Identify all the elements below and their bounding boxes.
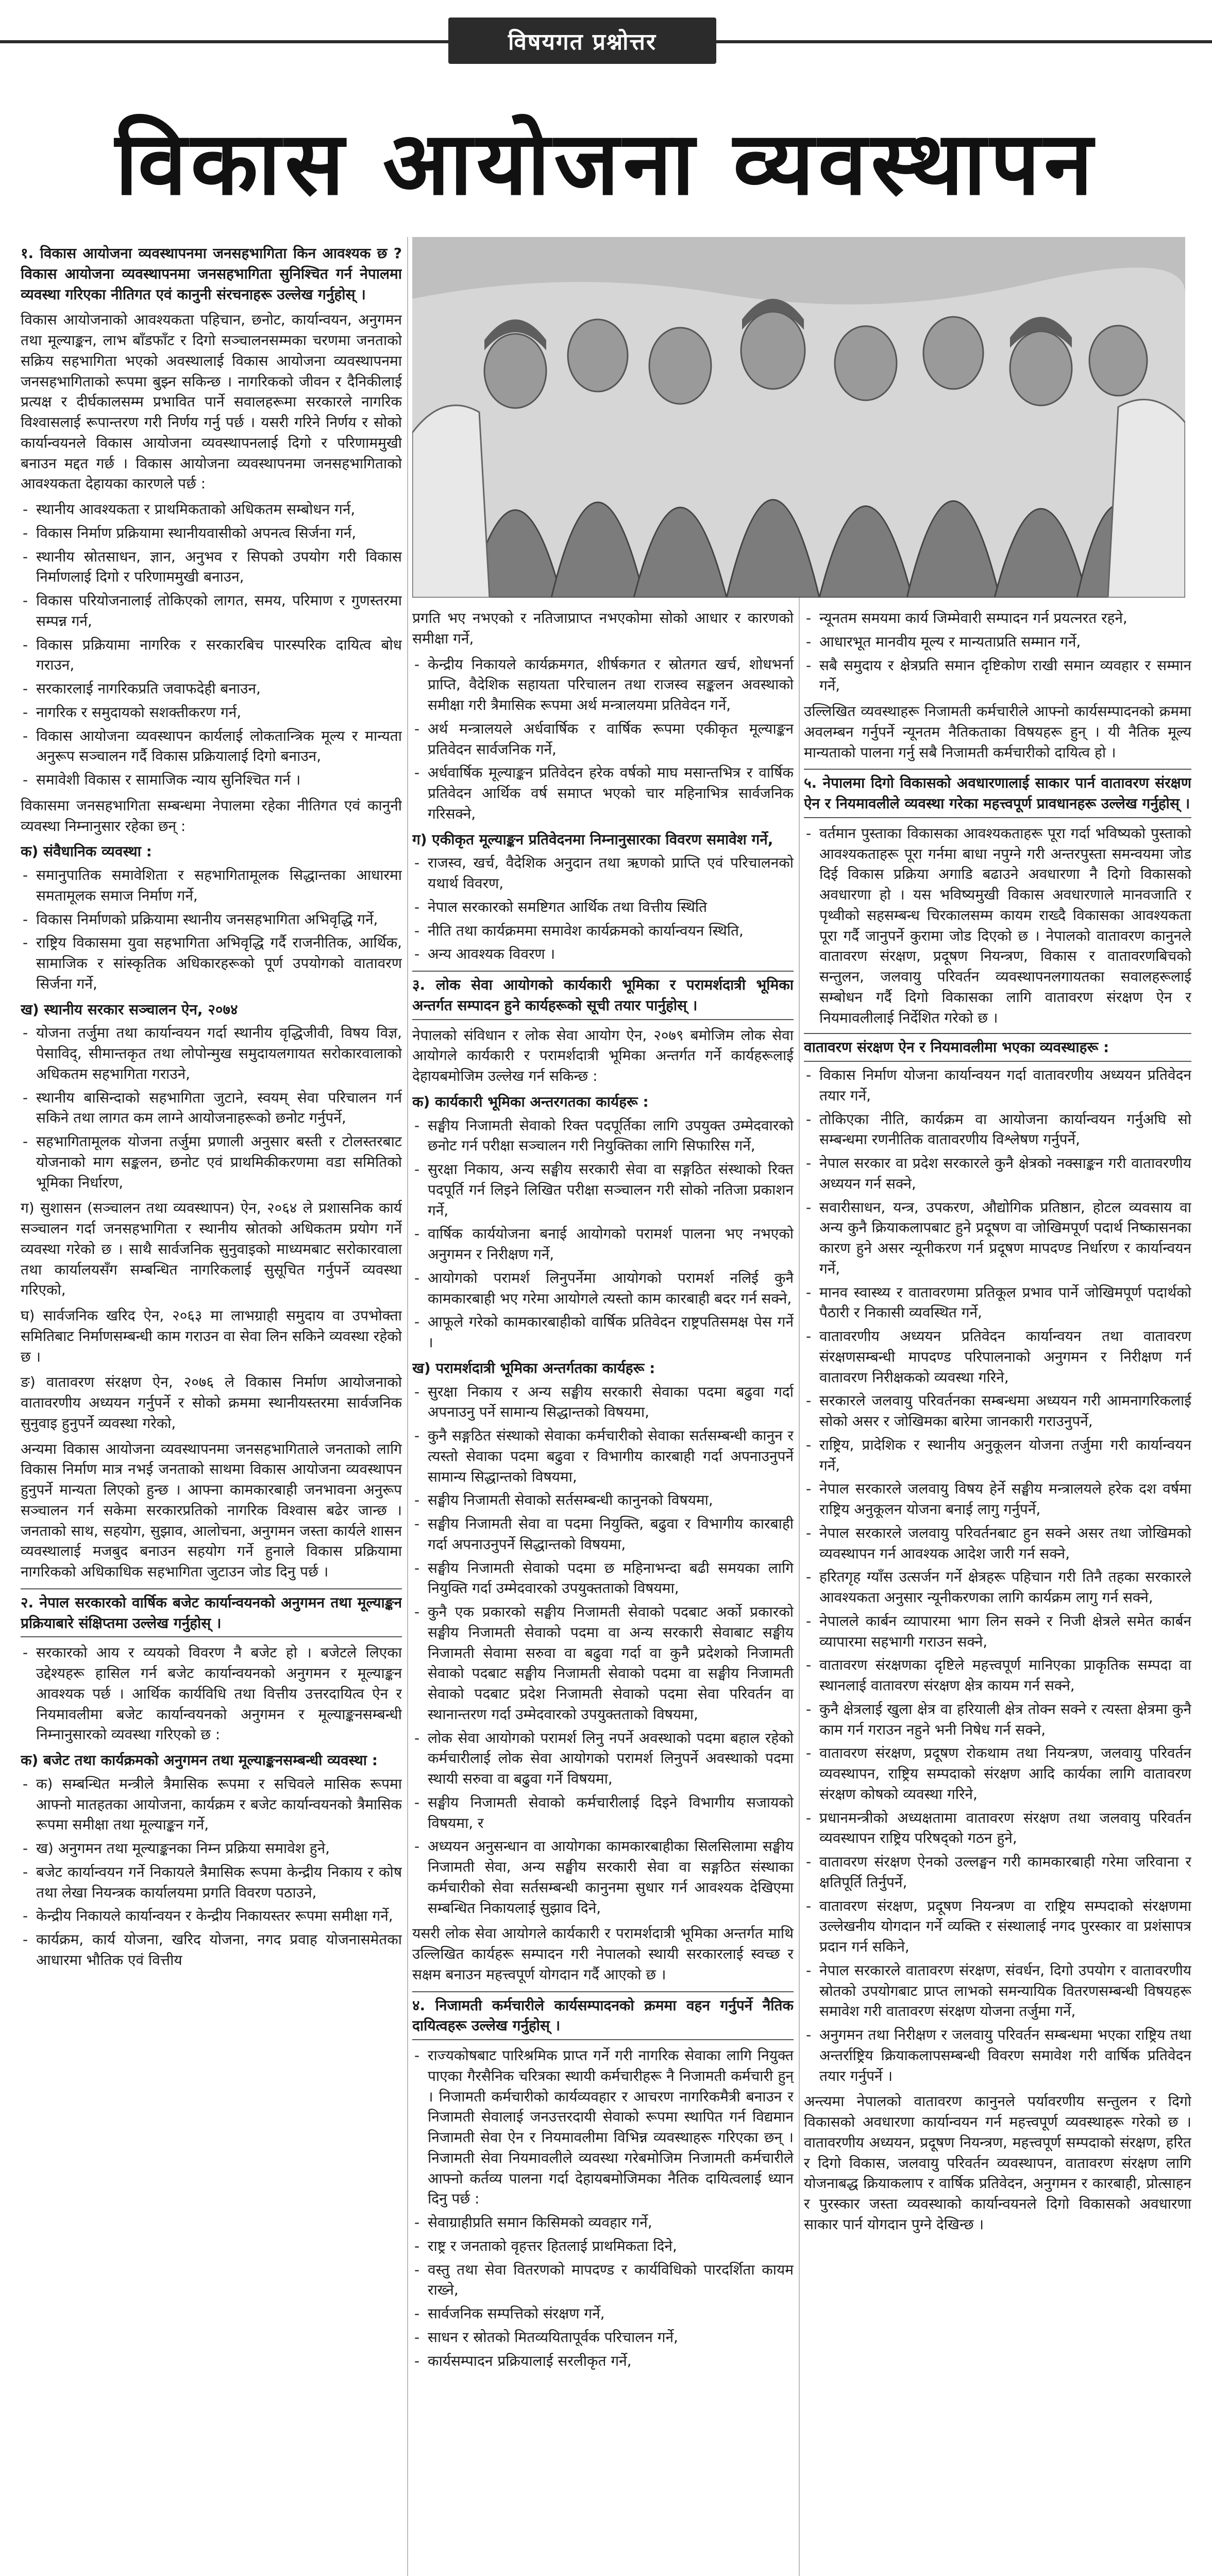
paragraph: नेपालको संविधान र लोक सेवा आयोग ऐन, २०७९ बमोजिम लोक सेवा आयोगले कार्यकारी र परामर्शदात्री भूमिका अन्तर्गत गर्ने कार्यहरूलाई देहायबमोजिम उल्लेख गर्न सकिन्छ :	[412, 1026, 794, 1084]
list	[21, 865, 402, 994]
list-item: - वातावरण संरक्षण, प्रदूषण नियन्त्रण वा राष्ट्रिय सम्पदाको संरक्षणमा उल्लेखनीय योगदान गर्ने व्यक्ति र संस्थालाई नगद पुरस्कार वा प्रशंसापत्र प्रदान गर्न सकिने,	[804, 1896, 1191, 1957]
list-item: - नेपाल सरकारले वातावरण संरक्षण, संवर्धन, दिगो उपयोग र वातावरणीय स्रोतको उपयोगबाट प्राप्त लाभको समन्यायिक वितरणसम्बन्धी विषयहरू समावेश गरी वातावरण संरक्षण योजना तर्जुमा गर्ने,	[804, 1960, 1191, 2022]
list-item: - सरकारले जलवायु परिवर्तनका सम्बन्धमा अध्ययन गरी आमनागरिकलाई सोको असर र जोखिमका बारेमा जानकारी गराउनुपर्ने,	[804, 1391, 1191, 1432]
paragraph: ग) सुशासन (सञ्चालन तथा व्यवस्थापन) ऐन, २०६४ ले प्रशासनिक कार्य सञ्चालन गर्दा जनसहभागिता र स्थानीय स्रोतको अधिकतम प्रयोग गर्ने व्यवस्था गरेको छ । साथै सार्वजनिक सुनुवाइको माध्यमबाट सरोकारवाला तथा कार्यालयसँग सम्बन्धित नागरिकलाई सुसूचित गर्नुपर्ने व्यवस्था गरिएको,	[21, 1199, 402, 1299]
list-item: - केन्द्रीय निकायले कार्यान्वयन र केन्द्रीय निकायस्तर रूपमा समीक्षा गर्ने,	[21, 1906, 402, 1926]
list	[412, 1115, 794, 1353]
list-item: - सङ्घीय निजामती सेवाको पदमा छ महिनाभन्दा बढी समयका लागि नियुक्ति गर्दा उम्मेदवारको उपयुक्तताको विषयमा,	[412, 1558, 794, 1599]
question-4: ४. निजामती कर्मचारीले कार्यसम्पादनको क्रममा वहन गर्नुपर्ने नैतिक दायित्वहरू उल्लेख गर्नुहोस् ।	[412, 1991, 794, 2041]
list-item: - अध्ययन अनुसन्धान वा आयोगका कामकारबाहीका सिलसिलामा सङ्घीय निजामती सेवा, अन्य सङ्घीय सरकारी सेवा वा सङ्गठित संस्थाका कर्मचारीको सेवा सर्तसम्बन्धी कानुनमा सुधार गर्न आवश्यक देखिएमा सम्बन्धित निकायलाई सुझाव दिने,	[412, 1836, 794, 1918]
list-item: - आफूले गरेको कामकारबाहीको वार्षिक प्रतिवेदन राष्ट्रपतिसमक्ष पेस गर्ने ।	[412, 1312, 794, 1353]
list-item: - बजेट कार्यान्वयन गर्ने निकायले त्रैमासिक रूपमा केन्द्रीय निकाय र कोष तथा लेखा नियन्त्रक कार्यालयमा प्रगति विवरण पठाउने,	[21, 1862, 402, 1903]
list-item: - नेपाल सरकारको समष्टिगत आर्थिक तथा वित्तीय स्थिति	[412, 897, 794, 918]
section-tag: विषयगत प्रश्नोत्तर	[448, 18, 716, 64]
list	[804, 608, 1191, 696]
subheading: ख) परामर्शदात्री भूमिका अन्तर्गतका कार्यहरू :	[412, 1359, 655, 1377]
list-item: - विकास आयोजना व्यवस्थापन कार्यलाई लोकतान्त्रिक मूल्य र मान्यता अनुरूप सञ्चालन गर्दै विकास प्रक्रियालाई दिगो बनाउन,	[21, 726, 402, 767]
paragraph: अन्यमा विकास आयोजना व्यवस्थापनमा जनसहभागिताले जनताको लागि विकास निर्माण मात्र नभई जनताको साथमा विकास आयोजना व्यवस्थापन हुनुपर्ने मान्यता लिएको हुन्छ । आफ्ना कामकारबाही जनभावना अनुरूप सञ्चालन गर्न सकेमा सरकारप्रतिको नागरिक विश्वास बढेर जान्छ । जनताको साथ, सहयोग, सुझाव, आलोचना, अनुगमन जस्ता कार्यले शासन व्यवस्थालाई मजबुद बनाउन सहयोग गर्ने हुनाले विकास प्रक्रियामा नागरिकको अधिकाधिक सहभागिता जुटाउन जोड दिनु पर्छ ।	[21, 1440, 402, 1580]
list-item: - कार्यक्रम, कार्य योजना, खरिद योजना, नगद प्रवाह योजनासमेतका आधारमा भौतिक एवं वित्तीय	[21, 1929, 402, 1971]
list-item: - सार्वजनिक सम्पत्तिको संरक्षण गर्ने,	[412, 2303, 794, 2324]
list-item: - सुरक्षा निकाय, अन्य सङ्घीय सरकारी सेवा वा सङ्गठित संस्थाको रिक्त पदपूर्ति गर्न लिइने लिखित परीक्षा सञ्चालन गरी सोको नतिजा प्रकाशन गर्ने,	[412, 1159, 794, 1221]
list-item: - विकास निर्माण प्रक्रियामा स्थानीयवासीको अपनत्व सिर्जना गर्न,	[21, 523, 402, 544]
list	[412, 654, 794, 824]
column-2	[412, 608, 794, 2576]
list-item: - न्यूनतम समयमा कार्य जिम्मेवारी सम्पादन गर्न प्रयत्नरत रहने,	[804, 608, 1191, 629]
question-1: १. विकास आयोजना व्यवस्थापनमा जनसहभागिता किन आवश्यक छ ? विकास आयोजना व्यवस्थापनमा जनसहभागिता सुनिश्चित गर्न नेपालमा व्यवस्था गरिएका नीतिगत एवं कानुनी संरचनाहरू उल्लेख गर्नुहोस् ।	[21, 245, 402, 303]
list-item: - स्थानीय आवश्यकता र प्राथमिकताको अधिकतम सम्बोधन गर्न,	[21, 499, 402, 520]
list-item: - समानुपातिक समावेशिता र सहभागितामूलक सिद्धान्तका आधारमा समतामूलक समाज निर्माण गर्ने,	[21, 865, 402, 906]
list-item: - राष्ट्रिय, प्रादेशिक र स्थानीय अनुकूलन योजना तर्जुमा गरी कार्यान्वयन गर्ने,	[804, 1435, 1191, 1476]
list-item: - सरकारलाई नागरिकप्रति जवाफदेही बनाउन,	[21, 679, 402, 699]
list-item: - अर्धवार्षिक मूल्याङ्कन प्रतिवेदन हरेक वर्षको माघ मसान्तभित्र र वार्षिक प्रतिवेदन आर्थिक वर्ष समाप्त भएको चार महिनाभित्र सार्वजनिक गरिसक्ने,	[412, 762, 794, 824]
list-item: - सङ्घीय निजामती सेवाको कर्मचारीलाई दिइने विभागीय सजायको विषयमा, र	[412, 1792, 794, 1834]
list	[412, 1382, 794, 1919]
list-item: - नीति तथा कार्यक्रममा समावेश कार्यक्रमको कार्यान्वयन स्थिति,	[412, 921, 794, 941]
list	[412, 853, 794, 964]
list	[21, 1023, 402, 1193]
list-item: - क) सम्बन्धित मन्त्रीले त्रैमासिक रूपमा र सचिवले मासिक रूपमा आफ्नो मातहतका आयोजना, कार्यक्रम र बजेट कार्यान्वयनको त्रैमासिक रूपमा समीक्षा तथा मूल्याङ्कन गर्ने,	[21, 1774, 402, 1835]
list-item: - समावेशी विकास र सामाजिक न्याय सुनिश्चित गर्न ।	[21, 770, 402, 790]
list-item: - लोक सेवा आयोगको परामर्श लिनु नपर्ने अवस्थाको पदमा बहाल रहेको कर्मचारीलाई लोक सेवा आयोगको परामर्श लिनुपर्ने अवस्थाको पदमा स्थायी सरुवा वा बढुवा गर्ने विषयमा,	[412, 1728, 794, 1789]
paragraph: यसरी लोक सेवा आयोगले कार्यकारी र परामर्शदात्री भूमिका अन्तर्गत माथि उल्लिखित कार्यहरू सम्पादन गरी नेपालको स्थायी सरकारलाई स्वच्छ र सक्षम बनाउन महत्त्वपूर्ण योगदान गर्दै आएको छ ।	[412, 1925, 794, 1983]
list-item: - सहभागितामूलक योजना तर्जुमा प्रणाली अनुसार बस्ती र टोलस्तरबाट योजनाको माग सङ्कलन, छनोट एवं प्राथमिकीकरणमा वडा समितिको भूमिका निर्धारण,	[21, 1131, 402, 1193]
list-item: - वार्षिक कार्ययोजना बनाई आयोगको परामर्श पालना भए नभएको अनुगमन र निरीक्षण गर्ने,	[412, 1224, 794, 1265]
paragraph: घ) सार्वजनिक खरिद ऐन, २०६३ मा लाभग्राही समुदाय वा उपभोक्ता समितिबाट निर्माणसम्बन्धी काम गराउन वा सेवा लिन सकिने व्यवस्था रहेको छ ।	[21, 1307, 402, 1365]
column-divider	[407, 237, 408, 2576]
list-item: - वातावरण संरक्षण, प्रदूषण रोकथाम तथा नियन्त्रण, जलवायु परिवर्तन व्यवस्थापन, राष्ट्रिय सम्पदाको संरक्षण आदि कार्यका लागि वातावरण संरक्षण कोषको व्यवस्था गरिने,	[804, 1743, 1191, 1804]
list-item: - नागरिक र समुदायको सशक्तीकरण गर्न,	[21, 702, 402, 723]
subheading: वातावरण संरक्षण ऐन र नियमावलीमा भएका व्यवस्थाहरू :	[804, 1033, 1191, 1062]
list-item: - सरकारको आय र व्ययको विवरण नै बजेट हो । बजेटले लिएका उद्देश्यहरू हासिल गर्न बजेट कार्यान्वयनको अनुगमन र मूल्याङ्कन आवश्यक पर्छ । आर्थिक कार्यविधि तथा वित्तीय उत्तरदायित्व ऐन र नियमावलीमा बजेट कार्यान्वयनको अनुगमन र मूल्याङ्कनसम्बन्धी निम्नानुसारको व्यवस्था गरिएको छ :	[21, 1642, 402, 1745]
list-item: - सुरक्षा निकाय र अन्य सङ्घीय सरकारी सेवाका पदमा बढुवा गर्दा अपनाउनु पर्ने सामान्य सिद्धान्तको विषयमा,	[412, 1382, 794, 1423]
list-item: - अनुगमन तथा निरीक्षण र जलवायु परिवर्तन सम्बन्धमा भएका राष्ट्रिय तथा अन्तर्राष्ट्रिय क्रियाकलापसम्बन्धी विवरण समावेश गरी वार्षिक प्रतिवेदन तयार गर्नुपर्ने ।	[804, 2025, 1191, 2086]
list-item: - अर्थ मन्त्रालयले अर्धवार्षिक र वार्षिक रूपमा एकीकृत मूल्याङ्कन प्रतिवेदन सार्वजनिक गर्ने,	[412, 719, 794, 760]
subheading: क) संवैधानिक व्यवस्था :	[21, 843, 152, 860]
list	[412, 2045, 794, 2371]
list-item: - सेवाग्राहीप्रति समान किसिमको व्यवहार गर्ने,	[412, 2212, 794, 2233]
list-item: - आयोगको परामर्श लिनुपर्नेमा आयोगको परामर्श नलिई कुनै कामकारबाही भए गरेमा आयोगले त्यस्तो काम कारबाही बदर गर्न सक्ने,	[412, 1268, 794, 1309]
list-item: - आधारभूत मानवीय मूल्य र मान्यताप्रति सम्मान गर्ने,	[804, 632, 1191, 652]
list-item: - केन्द्रीय निकायले कार्यक्रमगत, शीर्षकगत र स्रोतगत खर्च, शोधभर्ना प्राप्ति, वैदेशिक सहायता परिचालन तथा राजस्व सङ्कलन अवस्थाको समीक्षा गरी त्रैमासिक रूपमा अर्थ मन्त्रालयमा प्रतिवेदन गर्ने,	[412, 654, 794, 716]
list-item: - सङ्घीय निजामती सेवाको सर्तसम्बन्धी कानुनको विषयमा,	[412, 1490, 794, 1511]
paragraph: विकास आयोजनाको आवश्यकता पहिचान, छनोट, कार्यान्वयन, अनुगमन तथा मूल्याङ्कन, लाभ बाँडफाँट र दिगो सञ्चालनसम्मका चरणमा जनताको सक्रिय सहभागिता भएको अवस्थालाई विकास आयोजना व्यवस्थापनमा जनसहभागिताको रूपमा बुझ्न सकिन्छ । नागरिकको जीवन र दैनिकीलाई प्रत्यक्ष र दीर्घकालसम्म प्रभावित पार्ने सवालहरूमा सरकारले नागरिक विश्वासलाई रूपान्तरण गरी निर्णय गर्नु पर्छ । यसरी गरिने निर्णय र सोको कार्यान्वयनले विकास आयोजना व्यवस्थापनलाई दिगो र परिणाममुखी बनाउन मद्दत गर्छ । विकास आयोजना व्यवस्थापनमा जनसहभागिताको आवश्यकता देहायका कारणले पर्छ :	[21, 311, 402, 493]
list-item: - सङ्घीय निजामती सेवा वा पदमा नियुक्ति, बढुवा र विभागीय कारबाही गर्दा अपनाउनुपर्ने सिद्धान्तको विषयमा,	[412, 1514, 794, 1555]
list-item: - राष्ट्र र जनताको वृहत्तर हितलाई प्राथमिकता दिने,	[412, 2236, 794, 2257]
column-1	[21, 237, 402, 2576]
list-item: - साधन र स्रोतको मितव्ययितापूर्वक परिचालन गर्ने,	[412, 2327, 794, 2348]
list-item: - सवारीसाधन, यन्त्र, उपकरण, औद्योगिक प्रतिष्ठान, होटल व्यवसाय वा अन्य कुनै क्रियाकलापबाट हुने प्रदूषण वा जोखिमपूर्ण पदार्थ निष्कासनका कारण हुने असर न्यूनीकरण गर्न प्रदूषण मापदण्ड निर्धारण र कार्यान्वयन गर्ने,	[804, 1197, 1191, 1279]
article-title: विकास आयोजना व्यवस्थापन	[115, 113, 1097, 215]
list-item: - अन्य आवश्यक विवरण ।	[412, 944, 794, 964]
crowd-illustration-svg	[412, 237, 1185, 598]
list-item: - राज्यकोषबाट पारिश्रमिक प्राप्त गर्ने गरी नागरिक सेवाका लागि नियुक्त पाएका गैरसैनिक चरित्रका स्थायी कर्मचारीहरू नै निजामती कर्मचारी हुन् । निजामती कर्मचारीको कार्यव्यवहार र आचरण नागरिकमैत्री बनाउन र निजामती सेवालाई जनउत्तरदायी सेवाको रूपमा स्थापित गर्न विद्यमान निजामती सेवा ऐन र नियमावलीमा विभिन्न व्यवस्थाहरू गरिएका छन् । निजामती सेवा नियमावलीले व्यवस्था गरेबमोजिम निजामती कर्मचारीले आफ्नो कर्तव्य पालना गर्दा देहायबमोजिमका नैतिक दायित्वलाई ध्यान दिनु पर्छ :	[412, 2045, 794, 2209]
list-item: - विकास प्रक्रियामा नागरिक र सरकारबिच पारस्परिक दायित्व बोध गराउन,	[21, 635, 402, 676]
crowd-illustration	[412, 237, 1185, 598]
list-item: - कुनै क्षेत्रलाई खुला क्षेत्र वा हरियाली क्षेत्र तोक्न सक्ने र त्यस्ता क्षेत्रमा कुनै काम गर्न गराउन नहुने भनी निषेध गर्न सक्ने,	[804, 1699, 1191, 1740]
list-item: - योजना तर्जुमा तथा कार्यान्वयन गर्दा स्थानीय वृद्धिजीवी, विषय विज्ञ, पेसाविद्, सीमान्तकृत तथा लोपोन्मुख समुदायलगायत सरोकारवालाको अधिकतम सहभागिता गराउने,	[21, 1023, 402, 1084]
list-item: - विकास निर्माण योजना कार्यान्वयन गर्दा वातावरणीय अध्ययन प्रतिवेदन तयार गर्ने,	[804, 1065, 1191, 1106]
list-item: - विकास निर्माणको प्रक्रियामा स्थानीय जनसहभागिता अभिवृद्धि गर्ने,	[21, 909, 402, 930]
list-item: - मानव स्वास्थ्य र वातावरणमा प्रतिकूल प्रभाव पार्ने जोखिमपूर्ण पदार्थको पैठारी र निकासी व्यवस्थित गर्ने,	[804, 1282, 1191, 1324]
list-item: - वस्तु तथा सेवा वितरणको मापदण्ड र कार्यविधिको पारदर्शिता कायम राख्ने,	[412, 2260, 794, 2301]
list	[21, 1642, 402, 1745]
list-item: - वर्तमान पुस्ताका विकासका आवश्यकताहरू पूरा गर्दा भविष्यको पुस्ताको आवश्यकताहरू पूरा गर्नमा बाधा नपुग्ने गरी अन्तरपुस्ता समन्वयमा जोड दिई विकास प्रक्रिया अगाडि बढाउने अवधारणा नै दिगो विकासको अवधारणा हो । यस भविष्यमुखी विकास अवधारणाले मानवजाति र पृथ्वीको सहसम्बन्ध चिरकालसम्म कायम राख्दै विकासका आवश्यकता पूरा गर्दै जानुपर्ने कुरामा जोड दिएको छ । नेपालको वातावरण कानुनले वातावरण संरक्षण, प्रदूषण नियन्त्रण, विकास र वातावरणबिचको सन्तुलन, जलवायु परिवर्तन व्यवस्थापनलगायतका सवालहरूलाई सम्बोधन गर्दै दिगो विकासका लागि वातावरण संरक्षण ऐन र नियमावलीलाई निर्देशित गरेको छ ।	[804, 823, 1191, 1028]
paragraph: उल्लिखित व्यवस्थाहरू निजामती कर्मचारीले आफ्नो कार्यसम्पादनको क्रममा अवलम्बन गर्नुपर्ने न्यूनतम नैतिकताका विषयहरू हुन् । यी नैतिक मूल्य मान्यताको पालना गर्नु सबै निजामती कर्मचारीको दायित्व हो ।	[804, 703, 1191, 761]
subheading: क) कार्यकारी भूमिका अन्तरगतका कार्यहरू :	[412, 1093, 649, 1110]
list-item: - राजस्व, खर्च, वैदेशिक अनुदान तथा ऋणको प्राप्ति एवं परिचालनको यथार्थ विवरण,	[412, 853, 794, 894]
list-item: - कार्यसम्पादन प्रक्रियालाई सरलीकृत गर्ने,	[412, 2351, 794, 2371]
list-item: - स्थानीय स्रोतसाधन, ज्ञान, अनुभव र सिपको उपयोग गरी विकास निर्माणलाई दिगो र परिणाममुखी बनाउन,	[21, 547, 402, 588]
list-item: - वातावरण संरक्षणका दृष्टिले महत्त्वपूर्ण मानिएका प्राकृतिक सम्पदा वा स्थानलाई वातावरण संरक्षण क्षेत्र कायम गर्न सक्ने,	[804, 1655, 1191, 1696]
list-item: - राष्ट्रिय विकासमा युवा सहभागिता अभिवृद्धि गर्दै राजनीतिक, आर्थिक, सामाजिक र सांस्कृतिक अधिकारहरूको पूर्ण उपयोगको वातावरण सिर्जना गर्ने,	[21, 933, 402, 994]
list-item: - नेपालले कार्बन व्यापारमा भाग लिन सक्ने र निजी क्षेत्रले समेत कार्बन व्यापारमा सहभागी गराउन सक्ने,	[804, 1611, 1191, 1652]
list-item: - कुनै एक प्रकारको सङ्घीय निजामती सेवाको पदबाट अर्को प्रकारको सङ्घीय निजामती सेवाको पदमा वा अन्य सरकारी सेवाबाट सङ्घीय निजामती सेवामा सरुवा वा बढुवा गर्दा वा कुनै प्रदेशको निजामती सेवाको पदबाट सङ्घीय निजामती सेवाको पदमा वा सङ्घीय निजामती सेवाको पदबाट प्रदेश निजामती सेवाको पदमा सेवा परिवर्तन वा स्थानान्तरण गर्दा उम्मेदवारको उपयुक्तताको विषयमा,	[412, 1602, 794, 1725]
paragraph: अन्त्यमा नेपालको वातावरण कानुनले पर्यावरणीय सन्तुलन र दिगो विकासको अवधारणा कार्यान्वयन गर्न महत्त्वपूर्ण व्यवस्थाहरू गरेको छ । वातावरणीय अध्ययन, प्रदूषण नियन्त्रण, महत्त्वपूर्ण सम्पदाको संरक्षण, हरित र दिगो विकास, जलवायु परिवर्तन व्यवस्थापन, वातावरण संरक्षण लागि योजनाबद्ध क्रियाकलाप र वार्षिक प्रतिवेदन, अनुगमन र कारबाही, प्रोत्साहन र पुरस्कार जस्ता व्यवस्थाको कार्यान्वयनले दिगो विकासको अवधारणा साकार पार्न योगदान पुग्ने देखिन्छ ।	[804, 2093, 1191, 2233]
question-3: ३. लोक सेवा आयोगको कार्यकारी भूमिका र परामर्शदात्री भूमिका अन्तर्गत सम्पादन हुने कार्यहरूको सूची तयार पार्नुहोस् ।	[412, 971, 794, 1020]
list-item: - नेपाल सरकार वा प्रदेश सरकारले कुनै क्षेत्रको नक्साङ्कन गरी वातावरणीय अध्ययन गर्न सक्ने,	[804, 1153, 1191, 1194]
list-item: - प्रधानमन्त्रीको अध्यक्षतामा वातावरण संरक्षण तथा जलवायु परिवर्तन व्यवस्थापन राष्ट्रिय परिषद्को गठन हुने,	[804, 1808, 1191, 1849]
list-item: - वातावरण संरक्षण ऐनको उल्लङ्घन गरी कामकारबाही गरेमा जरिवाना र क्षतिपूर्ति तिर्नुपर्ने,	[804, 1852, 1191, 1893]
subheading: ग) एकीकृत मूल्याङ्कन प्रतिवेदनमा निम्नानुसारका विवरण समावेश गर्ने,	[412, 831, 773, 848]
paragraph: प्रगति भए नभएको र नतिजाप्राप्त नभएकोमा सोको आधार र कारणको समीक्षा गर्ने,	[412, 609, 794, 647]
list-item: - नेपाल सरकारले जलवायु विषय हेर्ने सङ्घीय मन्त्रालयले हरेक दश वर्षमा राष्ट्रिय अनुकूलन योजना बनाई लागु गर्नुपर्ने,	[804, 1479, 1191, 1520]
list-item: - सबै समुदाय र क्षेत्रप्रति समान दृष्टिकोण राखी समान व्यवहार र सम्मान गर्ने,	[804, 655, 1191, 697]
list-item: - विकास परियोजनालाई तोकिएको लागत, समय, परिमाण र गुणस्तरमा सम्पन्न गर्न,	[21, 590, 402, 632]
list-item: - वातावरणीय अध्ययन प्रतिवेदन कार्यान्वयन तथा वातावरण संरक्षणसम्बन्धी मापदण्ड परिपालनाको अनुगमन र निरीक्षण गर्न वातावरण निरीक्षकको व्यवस्था गरिने,	[804, 1326, 1191, 1387]
list-item: - तोकिएका नीति, कार्यक्रम वा आयोजना कार्यान्वयन गर्नुअघि सो सम्बन्धमा रणनीतिक वातावरणीय विश्लेषण गर्नुपर्ने,	[804, 1109, 1191, 1150]
list-item: - नेपाल सरकारले जलवायु परिवर्तनबाट हुन सक्ने असर तथा जोखिमको व्यवस्थापन गर्न आवश्यक आदेश जारी गर्न सक्ने,	[804, 1523, 1191, 1564]
list	[21, 499, 402, 790]
paragraph: ङ) वातावरण संरक्षण ऐन, २०७६ ले विकास निर्माण आयोजनाको वातावरणीय अध्ययन गर्नुपर्ने र सोको क्रममा स्थानीयस्तरमा सार्वजनिक सुनुवाइ हुनुपर्ने व्यवस्था गरेको,	[21, 1374, 402, 1432]
list	[804, 1065, 1191, 2086]
list-item: - सङ्घीय निजामती सेवाको रिक्त पदपूर्तिका लागि उपयुक्त उम्मेदवारको छनोट गर्न परीक्षा सञ्चालन गरी नियुक्तिका लागि सिफारिस गर्ने,	[412, 1115, 794, 1157]
subheading: क) बजेट तथा कार्यक्रमको अनुगमन तथा मूल्याङ्कनसम्बन्धी व्यवस्था :	[21, 1752, 378, 1769]
list-item: - हरितगृह ग्याँस उत्सर्जन गर्ने क्षेत्रहरू पहिचान गरी तिनै तहका सरकारले आवश्यकता अनुसार न्यूनीकरणका लागि कार्यक्रम लागु गर्न सक्ने,	[804, 1567, 1191, 1608]
question-5: ५. नेपालमा दिगो विकासको अवधारणालाई साकार पार्न वातावरण संरक्षण ऐन र नियमावलीले व्यवस्था गरेका महत्त्वपूर्ण प्रावधानहरू उल्लेख गर्नुहोस् ।	[804, 769, 1191, 818]
list-item: - स्थानीय बासिन्दाको सहभागिता जुटाने, स्वयम् सेवा परिचालन गर्न सकिने तथा लागत कम लाग्ने आयोजनाहरूको छनोट गर्नुपर्ने,	[21, 1088, 402, 1129]
column-3	[804, 608, 1191, 2576]
subheading: ख) स्थानीय सरकार सञ्चालन ऐन, २०७४	[21, 1001, 238, 1018]
list	[804, 823, 1191, 1028]
list-item: - ख) अनुगमन तथा मूल्याङ्कनका निम्न प्रक्रिया समावेश हुने,	[21, 1838, 402, 1859]
question-2: २. नेपाल सरकारको वार्षिक बजेट कार्यान्वयनको अनुगमन तथा मूल्याङ्कन प्रक्रियाबारे संक्षिप्तमा उल्लेख गर्नुहोस् ।	[21, 1588, 402, 1638]
list-item: - कुनै सङ्गठित संस्थाको सेवाका कर्मचारीको सेवाका सर्तसम्बन्धी कानुन र त्यस्तो सेवाका पदमा बढुवा र विभागीय कारबाही गर्दा अपनाउनुपर्ने सामान्य सिद्धान्तको विषयमा,	[412, 1426, 794, 1487]
paragraph: विकासमा जनसहभागिता सम्बन्धमा नेपालमा रहेका नीतिगत एवं कानुनी व्यवस्था निम्नानुसार रहेका छन् :	[21, 796, 402, 835]
list	[21, 1774, 402, 1971]
